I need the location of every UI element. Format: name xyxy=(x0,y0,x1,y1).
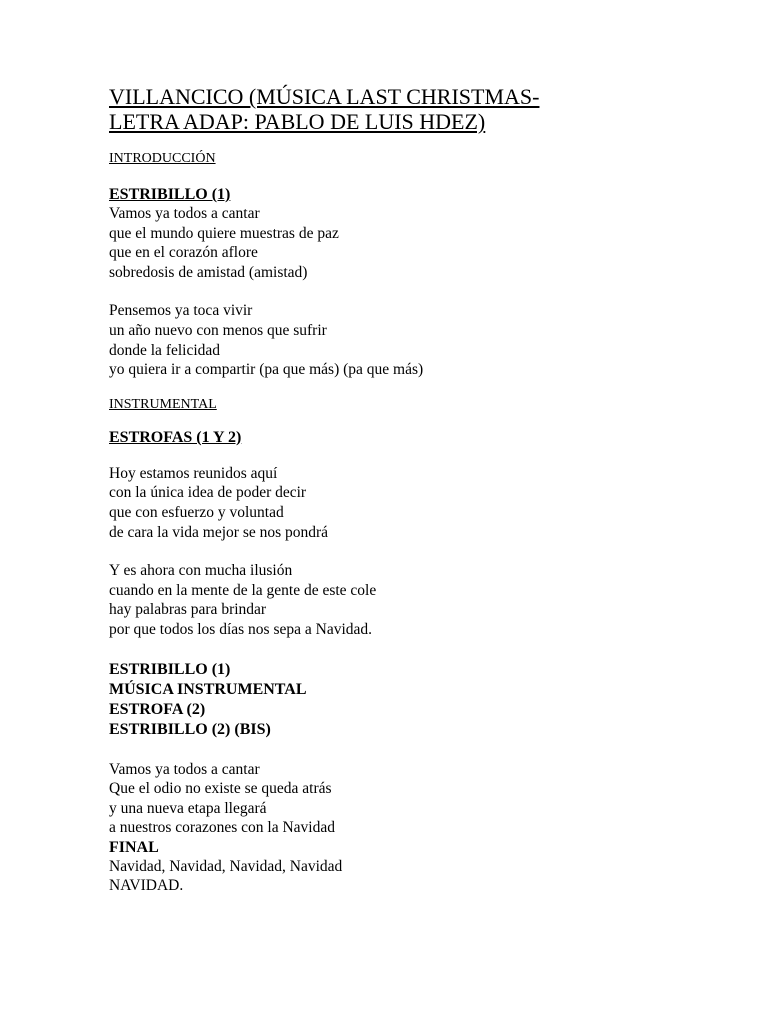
chorus-1-stanza-1 xyxy=(109,204,729,282)
song-structure xyxy=(109,660,729,740)
lyric-line: Vamos ya todos a cantar xyxy=(109,205,260,222)
structure-item: ESTRIBILLO (2) (BIS) xyxy=(109,720,271,738)
verses-heading: ESTROFAS (1 Y 2) xyxy=(109,428,242,446)
lyric-line: a nuestros corazones con la Navidad xyxy=(109,819,335,837)
verses-stanza-1 xyxy=(109,464,729,542)
verses-stanza-2 xyxy=(109,561,729,639)
lyric-line: por que todos los días nos sepa a Navidad. xyxy=(109,620,373,638)
final-section xyxy=(109,838,729,896)
lyric-line: Pensemos ya toca vivir xyxy=(109,302,253,320)
lyric-line: NAVIDAD. xyxy=(109,877,184,895)
instrumental-heading: INSTRUMENTAL xyxy=(109,396,217,412)
lyric-line: cuando en la mente de la gente de este cole xyxy=(109,581,377,599)
lyric-line: con la única idea de poder decir xyxy=(109,484,307,502)
lyric-line: que el mundo quiere muestras de paz xyxy=(109,224,339,242)
title-line-1: VILLANCICO (MÚSICA LAST CHRISTMAS- xyxy=(109,84,540,109)
title-line-2: LETRA ADAP: PABLO DE LUIS HDEZ) xyxy=(109,109,486,134)
song-title xyxy=(109,84,729,134)
chorus-1-stanza-2 xyxy=(109,301,729,379)
lyric-line: yo quiera ir a compartir (pa que más) (pa que más) xyxy=(109,361,424,379)
chorus-1-heading: ESTRIBILLO (1) xyxy=(109,186,231,203)
chorus-2-stanza xyxy=(109,760,729,838)
lyric-line: y una nueva etapa llegará xyxy=(109,799,267,817)
structure-item: MÚSICA INSTRUMENTAL xyxy=(109,680,307,698)
lyric-line: Hoy estamos reunidos aquí xyxy=(109,464,278,482)
lyric-line: hay palabras para brindar xyxy=(109,601,267,619)
structure-item: ESTRIBILLO (1) xyxy=(109,660,231,678)
lyric-line: Y es ahora con mucha ilusión xyxy=(109,562,293,580)
final-heading: FINAL xyxy=(109,838,159,856)
final-lines xyxy=(109,857,729,896)
lyric-line: sobredosis de amistad (amistad) xyxy=(109,263,308,281)
lyric-line: que en el corazón aflore xyxy=(109,244,258,262)
lyric-line: donde la felicidad xyxy=(109,341,221,359)
lyric-line: Navidad, Navidad, Navidad, Navidad xyxy=(109,857,343,875)
lyric-line: un año nuevo con menos que sufrir xyxy=(109,321,327,339)
lyric-line: de cara la vida mejor se nos pondrá xyxy=(109,523,329,541)
intro-heading: INTRODUCCIÓN xyxy=(109,151,216,166)
lyric-line: Que el odio no existe se queda atrás xyxy=(109,780,332,798)
lyric-line: que con esfuerzo y voluntad xyxy=(109,503,284,521)
lyric-line: Vamos ya todos a cantar xyxy=(109,760,260,778)
document-page xyxy=(109,84,729,896)
structure-item: ESTROFA (2) xyxy=(109,700,206,718)
